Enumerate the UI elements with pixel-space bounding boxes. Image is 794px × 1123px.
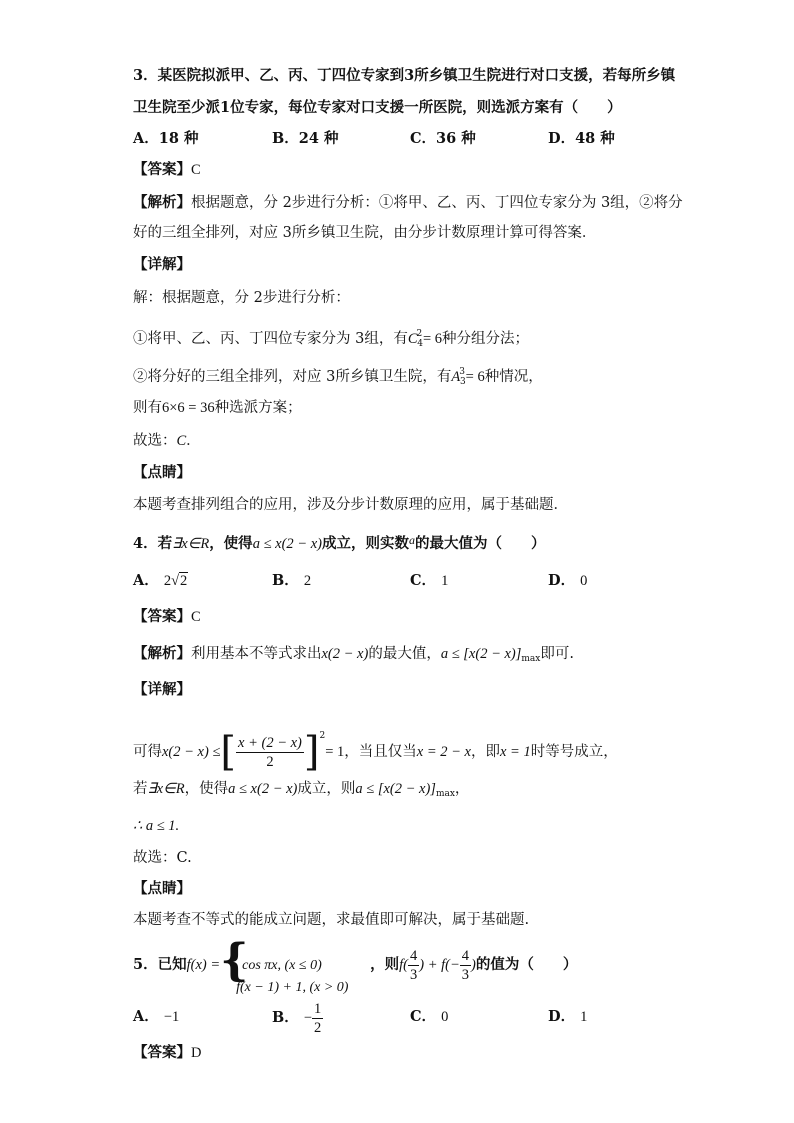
q3-detail-line1: 解：根据题意，分 2步进行分析： <box>133 290 350 306</box>
math-expr: a <box>408 533 415 547</box>
fraction <box>236 734 304 771</box>
text: 时等号成立， <box>530 744 618 760</box>
option-sign: − <box>303 1010 313 1026</box>
answer-value: C <box>191 162 201 178</box>
q4-detail-tag: 【详解】 <box>133 681 191 698</box>
q3-option-d: D．48 种 <box>548 130 615 147</box>
q4-stem <box>133 529 545 555</box>
math-expr: x = 2 − x <box>416 744 471 760</box>
subscript: max <box>435 789 455 799</box>
q5-stem <box>133 935 578 995</box>
subscript: max <box>521 654 541 664</box>
option-letter: B． <box>272 572 299 589</box>
text: 的最大值， <box>368 646 441 662</box>
q3-option-c: C．36 种 <box>410 130 476 147</box>
text: 4．若 <box>133 535 173 552</box>
text: 5．已知 <box>133 956 187 973</box>
q3-stem-line1: 3．某医院拟派甲、乙、丙、丁四位专家到3所乡镇卫生院进行对口支援，若每所乡镇 <box>133 67 676 84</box>
q4-answer <box>133 606 201 628</box>
math-expr: x = 1 <box>499 744 531 760</box>
text: ①将甲、乙、丙、丁四位专家分为 3组，有 <box>133 331 408 347</box>
option-value: 1 <box>580 1009 588 1025</box>
numerator: x + (2 − x) <box>238 734 302 751</box>
answer-tag: 【答案】 <box>133 161 191 178</box>
analysis-tag: 【解析】 <box>133 645 191 662</box>
arrangement-result: = 6 <box>465 369 485 385</box>
option-value: −1 <box>163 1009 180 1025</box>
answer-value: D <box>191 1045 202 1061</box>
option-value: 0 <box>441 1009 449 1025</box>
combination-sub: 4 <box>417 339 423 349</box>
option-letter: A． <box>133 1008 159 1025</box>
left-bracket: [ <box>220 729 237 775</box>
math-expr: a ≤ x(2 − x) <box>228 781 298 797</box>
q5-option-a <box>133 1006 179 1028</box>
q3-detail-tag: 【详解】 <box>133 256 191 273</box>
q4-detail-line4: 故选：C. <box>133 850 192 866</box>
numerator: 4 <box>409 947 418 964</box>
q4-option-a <box>133 570 188 592</box>
math-expr: = 1 <box>325 744 345 760</box>
numerator: 1 <box>314 1000 322 1017</box>
q5-option-d <box>548 1006 587 1028</box>
denominator: 3 <box>409 966 418 983</box>
math-expr: ∃x∈R <box>172 536 210 552</box>
option-value: 0 <box>580 573 588 589</box>
math-expr: f( <box>399 957 408 973</box>
answer-value: C <box>191 609 201 625</box>
denominator: 2 <box>314 1019 322 1036</box>
math-expr: ) <box>471 957 476 973</box>
answer-tag: 【答案】 <box>133 608 191 625</box>
math-expr: a ≤ x(2 − x) <box>252 536 322 552</box>
text: 成立，则 <box>297 781 356 797</box>
q3-option-a: A．18 种 <box>133 130 199 147</box>
math-expr: f(x) = <box>186 957 221 973</box>
text: ． <box>186 433 201 449</box>
option-value: 1 <box>441 573 449 589</box>
math-expr: C <box>176 433 187 449</box>
q3-detail-line2 <box>133 323 529 355</box>
q3-detail-line3 <box>133 361 543 393</box>
q5-option-b <box>272 998 323 1038</box>
q4-comment: 本题考查不等式的能成立问题，求最值即可解决，属于基础题. <box>133 912 530 928</box>
piecewise-row-2: f(x − 1) + 1, (x > 0) <box>236 980 349 995</box>
text: 种选派方案； <box>214 400 302 416</box>
math-expr: x(2 − x) <box>321 646 369 662</box>
text: ，即 <box>470 744 500 760</box>
math-expr: a ≤ [x(2 − x)] <box>355 781 436 797</box>
q5-option-c <box>410 1006 448 1028</box>
combination-symbol: C <box>407 331 418 347</box>
text: 即可. <box>540 646 574 662</box>
option-fraction <box>312 1000 323 1037</box>
analysis-tag: 【解析】 <box>133 194 191 211</box>
exponent: 2 <box>319 731 326 741</box>
text: ，当且仅当 <box>344 744 417 760</box>
sqrt-coef: 2 <box>163 573 172 589</box>
q4-option-d <box>548 570 587 592</box>
piecewise-function <box>220 935 370 995</box>
answer-tag: 【答案】 <box>133 1044 191 1061</box>
text: 种分组分法； <box>442 331 530 347</box>
text: 成立，则实数 <box>321 535 409 552</box>
q3-comment: 本题考查排列组合的应用，涉及分步计数原理的应用，属于基础题． <box>133 497 568 513</box>
denominator: 3 <box>461 966 469 983</box>
text: ， <box>454 781 470 797</box>
arrangement-symbol: A <box>451 369 461 385</box>
fraction-1 <box>408 947 419 984</box>
analysis-text: 根据题意，分 2步进行分析：①将甲、乙、丙、丁四位专家分为 3组，②将分 <box>191 195 683 211</box>
text: 故选： <box>133 433 177 449</box>
option-letter: C． <box>410 572 437 589</box>
option-letter: C． <box>410 1008 437 1025</box>
arrangement-sub: 3 <box>459 377 466 387</box>
math-expr: a ≤ [x(2 − x)] <box>440 646 522 662</box>
option-letter: A． <box>133 572 159 589</box>
text: 则有 <box>133 400 162 416</box>
math-expr: 6×6 = 36 <box>162 400 215 416</box>
q3-answer <box>133 159 201 181</box>
q4-option-c <box>410 570 448 592</box>
right-bracket: ] <box>303 729 320 775</box>
text: ②将分好的三组全排列，对应 3所乡镇卫生院，有 <box>133 369 452 385</box>
text: ，则 <box>370 956 400 973</box>
left-brace: { <box>220 935 249 986</box>
q3-analysis-line2: 好的三组全排列，对应 3所乡镇卫生院，由分步计数原理计算可得答案． <box>133 225 597 241</box>
numerator: 4 <box>461 947 469 964</box>
denominator: 2 <box>266 753 274 770</box>
fraction-2 <box>460 947 471 984</box>
text: ，使得 <box>209 535 253 552</box>
piecewise-row-1: cos πx, (x ≤ 0) <box>242 958 322 973</box>
math-expr: x(2 − x) ≤ <box>162 744 221 760</box>
text: 若 <box>133 781 148 797</box>
q5-answer <box>133 1042 201 1064</box>
option-letter: B． <box>272 1009 299 1026</box>
q4-option-b <box>272 570 311 592</box>
text: 的值为（ ） <box>475 956 578 973</box>
q3-analysis-line1 <box>133 192 683 214</box>
q4-detail-line2 <box>133 778 469 805</box>
q4-analysis <box>133 643 574 670</box>
option-letter: D． <box>548 572 576 589</box>
text: 利用基本不等式求出 <box>191 646 322 662</box>
text: ，使得 <box>184 781 229 797</box>
q4-detail-line1 <box>133 713 618 775</box>
q3-option-b: B．24 种 <box>272 130 339 147</box>
text: 可得 <box>133 744 162 760</box>
q3-comment-tag: 【点睛】 <box>133 464 191 481</box>
q3-detail-line5 <box>133 430 201 452</box>
q3-stem-line2: 卫生院至少派1位专家，每位专家对口支援一所医院，则选派方案有（ ） <box>133 99 622 116</box>
math-expr: ) + f(− <box>419 957 460 973</box>
arrangement-sup: 3 <box>459 367 465 377</box>
combination-sup: 2 <box>416 329 423 339</box>
option-value: 2 <box>303 573 312 589</box>
option-letter: D． <box>548 1008 576 1025</box>
q4-comment-tag: 【点睛】 <box>133 880 191 897</box>
q3-detail-line4 <box>133 397 302 419</box>
sqrt-expr: 2√2 <box>163 573 188 589</box>
q4-detail-line3: ∴ a ≤ 1. <box>133 818 180 834</box>
sqrt-radicand: 2 <box>180 573 188 589</box>
math-expr: ∃x∈R <box>147 781 185 797</box>
text: 的最大值为（ ） <box>414 535 546 552</box>
text: 种情况， <box>484 369 543 385</box>
combination-result: = 6 <box>422 331 443 347</box>
